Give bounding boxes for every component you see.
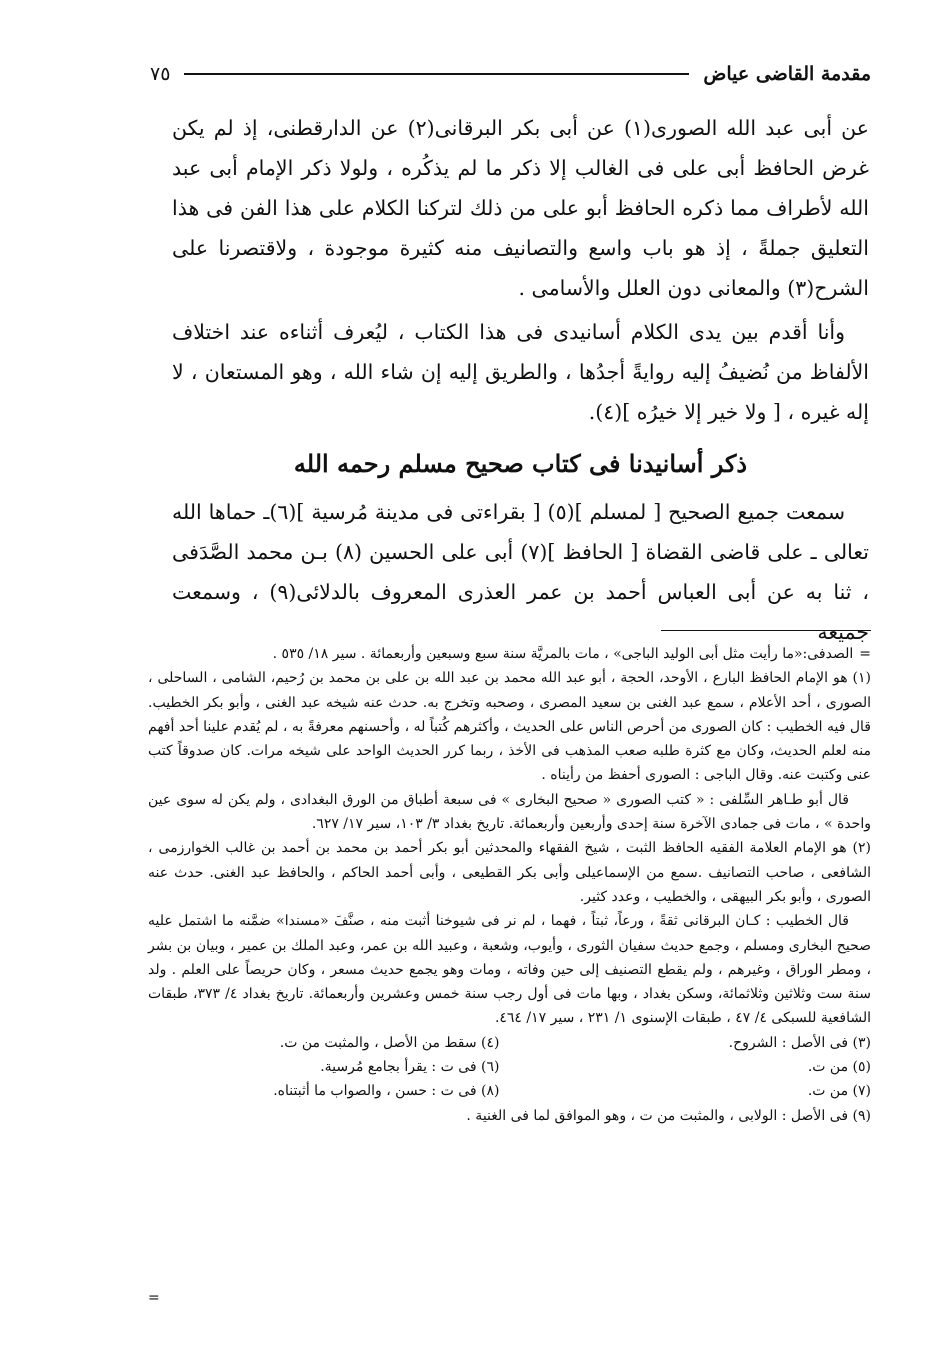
running-header (150, 58, 871, 90)
footnote-9: (٩) فى الأصل : الولابى ، والمثبت من ت ، وهو الموافق لما فى الغنية . (466, 1107, 871, 1124)
footnote-continuation-text: الصدفى:«ما رأيت مثل أبى الوليد الباجى» ، مات بالمريَّة سنة سبع وسبعين وأربعمائة . سير ١٨/ ٥٣٥ . (272, 646, 854, 662)
continuation-mark: = (859, 646, 871, 662)
header-rule (184, 73, 689, 75)
page-number: ٧٥ (150, 63, 171, 85)
footnote-1-continued: قال أبو طـاهر السِّلفى : « كتب الصورى « صحيح البخارى » فى سبعة أطباق من الورق البغدادى ، ولم يكن له سوى عين واحدة » ، مات فى جمادى الآخرة سنة إحدى وأربعين وأربعمائة. تاريخ بغداد ٣/ ١٠٣، سير ١٧/ ٦٢٧. (148, 791, 871, 833)
paragraph-2: وأنا أقدم بين يدى الكلام أسانيدى فى هذا الكتاب ، ليُعرف أثناءه عند اختلاف الألفاظ من نُضيفُ إليه روايةً أجدُها ، والطريق إليه إن شاء الله ، وهو المستعان ، لا إله غيره ، [ ولا خير إلا خيرُه ](٤). (172, 320, 869, 424)
footnote-2-continued: قال الخطيب : كـان البرقانى ثقةً ، ورعاً، ثبتاً ، فهما ، لم نر فى شيوخنا أثبت منه ، صنَّفَ «مسندا» ضمَّنه ما اشتمل عليه صحيح البخارى ومسلم ، وجمع حديث سفيان الثورى ، وأيوب، وشعبة ، وعبيد الله بن عمر، وعبد الملك بن عمير ، وبيان بن بشر ، ومطر الوراق ، وغيرهم ، ولم يقطع التصنيف إلى حين وفاته ، ومات وهو يجمع حديث مسعر ، وكان حريصاً على العلم . ولد سنة ست وثلاثين وثلاثمائة، وسكن بغداد ، وبها مات فى أول رجب سنة خمس وعشرين وأربعمائة. تاريخ بغداد ٤/ ٣٧٣، طبقات الشافعية للسبكى ٤/ ٤٧ ، طبقات الإسنوى ١/ ٢٣١ ، سير ١٧/ ٤٦٤. (148, 913, 871, 1027)
footnote-6: (٦) فى ت : يقرأ بجامع مُرسية. (320, 1059, 500, 1076)
section-heading: ذكر أسانيدنا فى كتاب صحيح مسلم رحمه الله (293, 449, 748, 478)
paragraph-3: سمعت جميع الصحيح [ لمسلم ](٥) [ بقراءتى فى مدينة مُرسية ](٦)ـ حماها الله تعالى ـ على قاضى القضاة [ الحافظ ](٧) أبى على الحسين (٨) بـن محمد الصَّدَفى ، ثنا به عن أبى العباس أحمد بن عمر العذرى المعروف بالدلائى(٩) ، وسمعت جميعه (172, 500, 869, 644)
footnotes (148, 642, 871, 1128)
footnote-separator (661, 630, 871, 631)
paragraph-1: عن أبى عبد الله الصورى(١) عن أبى بكر البرقانى(٢) عن الدارقطنى، إذ لم يكن غرض الحافظ أبى على فى الغالب إلا ذكر ما لم يذكُره ، ولولا ذكر الإمام أبى عبد الله لأطراف مما ذكره الحافظ أبو على من ذلك لتركنا الكلام على هذا الفن فى هذا التعليق جملةً ، إذ هو باب واسع والتصانيف منه كثيرة موجودة ، ولاقتصرنا على الشرح(٣) والمعانى دون العلل والأسامى . (172, 116, 869, 300)
footnote-1: (١) هو الإمام الحافظ البارع ، الأوحد، الحجة ، أبو عبد الله محمد بن عبد الله بن على بن محمد بن رُحيم، الشامى ، الساحلى ، الصورى ، أحد الأعلام ، سمع عبد الغنى بن سعيد المصرى ، وصحبه وتخرج به. حدث عنه شيخه عبد الغنى ، وأبو بكر الخطيب. قال فيه الخطيب : كان الصورى من أحرص الناس على الحديث ، وأكثرهم كُتباً له ، وأحسنهم معرفةً به ، لم يُقدم علينا أحد أفهم منه لعلم الحديث، وكان مع كثرة طلبه صعب المذهب فى الأخذ ، ربما كرر الحديث الواحد على شيخه مرات. كان صدوقاً كتب عنى وكتبت عنه. وقال الباجى : الصورى أحفظ من رأيناه . (148, 670, 871, 784)
running-title: مقدمة القاضى عياض (703, 63, 871, 85)
short-footnotes (148, 1031, 871, 1104)
main-text (172, 108, 869, 656)
footnote-5: (٥) من ت. (807, 1059, 871, 1076)
footnote-2: (٢) هو الإمام العلامة الفقيه الحافظ الثبت ، شيخ الفقهاء والمحدثين أبو بكر أحمد بن محمد بن أحمد بن غالب الخوارزمى ، الشافعى ، صاحب التصانيف .سمع من الإسماعيلى وأبى بكر القطيعى ، وأبى أحمد الحاكم ، والحافظ عبد الغنى. حدث عنه الصورى ، وأبو بكر البيهقى ، والخطيب ، وعدد كثير. (148, 840, 871, 905)
footnote-7: (٧) من ت. (807, 1083, 871, 1100)
footnote-4: (٤) سقط من الأصل ، والمثبت من ت. (279, 1034, 500, 1051)
footnote-continuation (148, 642, 871, 666)
page-end-mark: = (148, 1290, 160, 1306)
footnote-8: (٨) فى ت : حسن ، والصواب ما أثبتناه. (273, 1083, 500, 1100)
footnote-3: (٣) فى الأصل : الشروح. (728, 1034, 871, 1051)
